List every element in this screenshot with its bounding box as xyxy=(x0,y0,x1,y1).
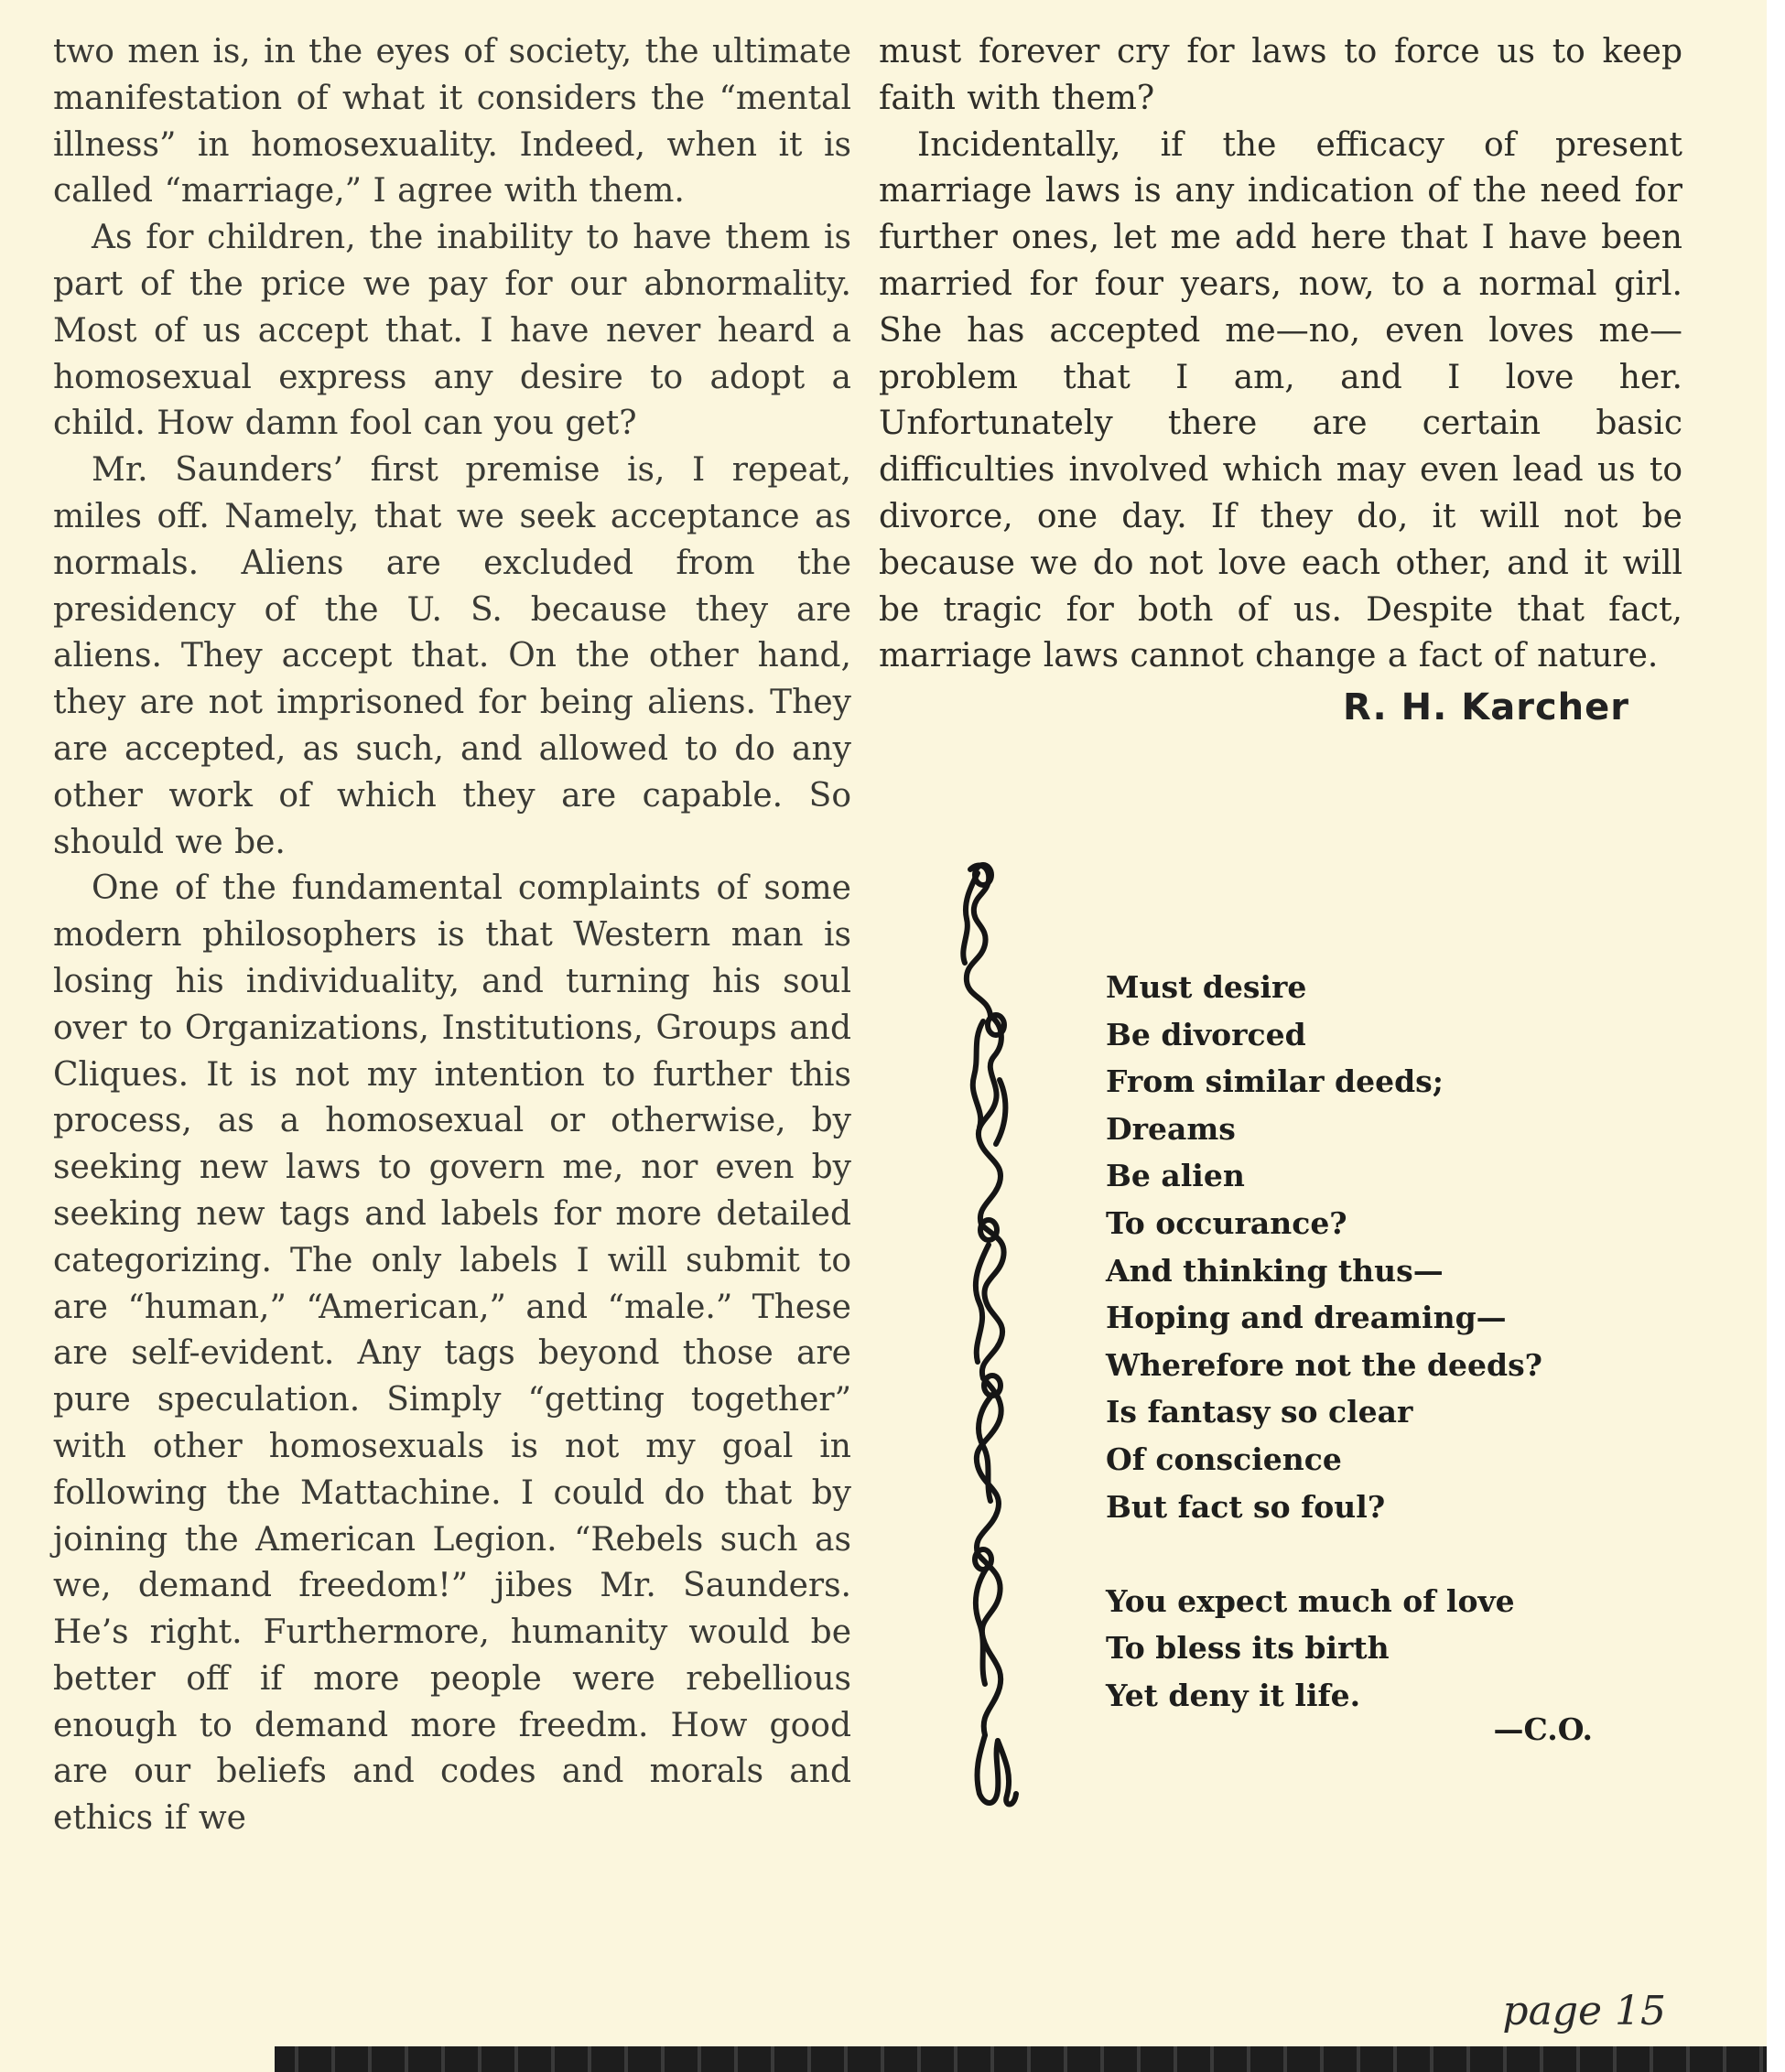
poem-line: Is fantasy so clear xyxy=(1106,1394,1413,1430)
poem-line: And thinking thus— xyxy=(1106,1252,1444,1289)
poem-line: From similar deeds; xyxy=(1106,1063,1444,1100)
poem-line: But fact so foul? xyxy=(1106,1488,1386,1525)
page-number: page 15 xyxy=(1502,1988,1666,2034)
poem-line: Must desire xyxy=(1106,969,1307,1005)
paragraph: must forever cry for laws to force us to keep faith with them? xyxy=(879,33,1682,117)
poem-line: To occurance? xyxy=(1106,1204,1347,1241)
chain-of-figures-icon xyxy=(952,860,1034,1812)
poem-signature: —C.O. xyxy=(1493,1711,1593,1747)
poem-line: Be divorced xyxy=(1106,1016,1306,1052)
page-edge xyxy=(1767,0,1785,2072)
paragraph: Incidentally, if the efficacy of present marriage laws is any indication of the need for further ones, let me add here that I have been married for four years, now, to a normal girl. She has accepted me—no, even loves me—problem that I am, and I love her. Unfortunately there are certain basic difficulties involved which may even lead us to divorce, one day. If they do, it will not be because we do not love each other, and it will be tragic for both of us. Despite that fact, marriage laws cannot change a fact of nature. xyxy=(879,125,1682,675)
paragraph: Mr. Saunders’ first premise is, I repeat, miles off. Namely, that we seek acceptance as normals. Aliens are excluded from the presidency of the U. S. because they are aliens. They accept that. On the other hand, they are not imprisoned for being aliens. They are accepted, as such, and allowed to do any other work of which they are capable. So should we be. xyxy=(53,451,851,861)
paragraph: One of the fundamental complaints of some modern philosophers is that Western man is losing his individuality, and turning his soul over to Organizations, Institutions, Groups and Cliques. It is not my intention to further this process, as a homosexual or otherwise, by seeking new laws to govern me, nor even by seeking new tags and labels for more detailed categorizing. The only labels I will submit to are “human,” “American,” and “male.” These are self-evident. Any tags beyond those are pure speculation. Simply “getting together” with other homosexuals is not my goal in following the Mattachine. I could do that by joining the American Legion. “Rebels such as we, demand freedom!” jibes Mr. Saunders. He’s right. Furthermore, humanity would be better off if more people were rebellious enough to demand more freedm. How good are our beliefs and codes and morals and ethics if we xyxy=(53,869,851,1838)
poem-line: Hoping and dreaming— xyxy=(1106,1300,1507,1336)
poem-line: Yet deny it life. xyxy=(1106,1677,1361,1713)
stanza-break xyxy=(1106,1530,1618,1578)
poem-line: To bless its birth xyxy=(1106,1630,1390,1667)
poem-line: Wherefore not the deeds? xyxy=(1106,1346,1543,1383)
article-right-column xyxy=(879,29,1682,680)
poem-line: Dreams xyxy=(1106,1110,1236,1147)
poem-line: Of conscience xyxy=(1106,1441,1342,1477)
paragraph: As for children, the inability to have them is part of the price we pay for our abnormality. Most of us accept that. I have never heard a homosexual express any desire to adopt a child. How damn fool can you get? xyxy=(53,219,851,443)
article-left-column xyxy=(53,29,851,1842)
poem xyxy=(1106,964,1618,1720)
scan-edge-strip xyxy=(275,2046,1767,2072)
poem-line: Be alien xyxy=(1106,1158,1245,1194)
author-signature: R. H. Karcher xyxy=(1342,686,1629,728)
paragraph: two men is, in the eyes of society, the ultimate manifestation of what it considers the “mental illness” in homosexuality. Indeed, when it is called “marriage,” I agree with them. xyxy=(53,33,851,210)
poem-line: You expect much of love xyxy=(1106,1582,1515,1619)
